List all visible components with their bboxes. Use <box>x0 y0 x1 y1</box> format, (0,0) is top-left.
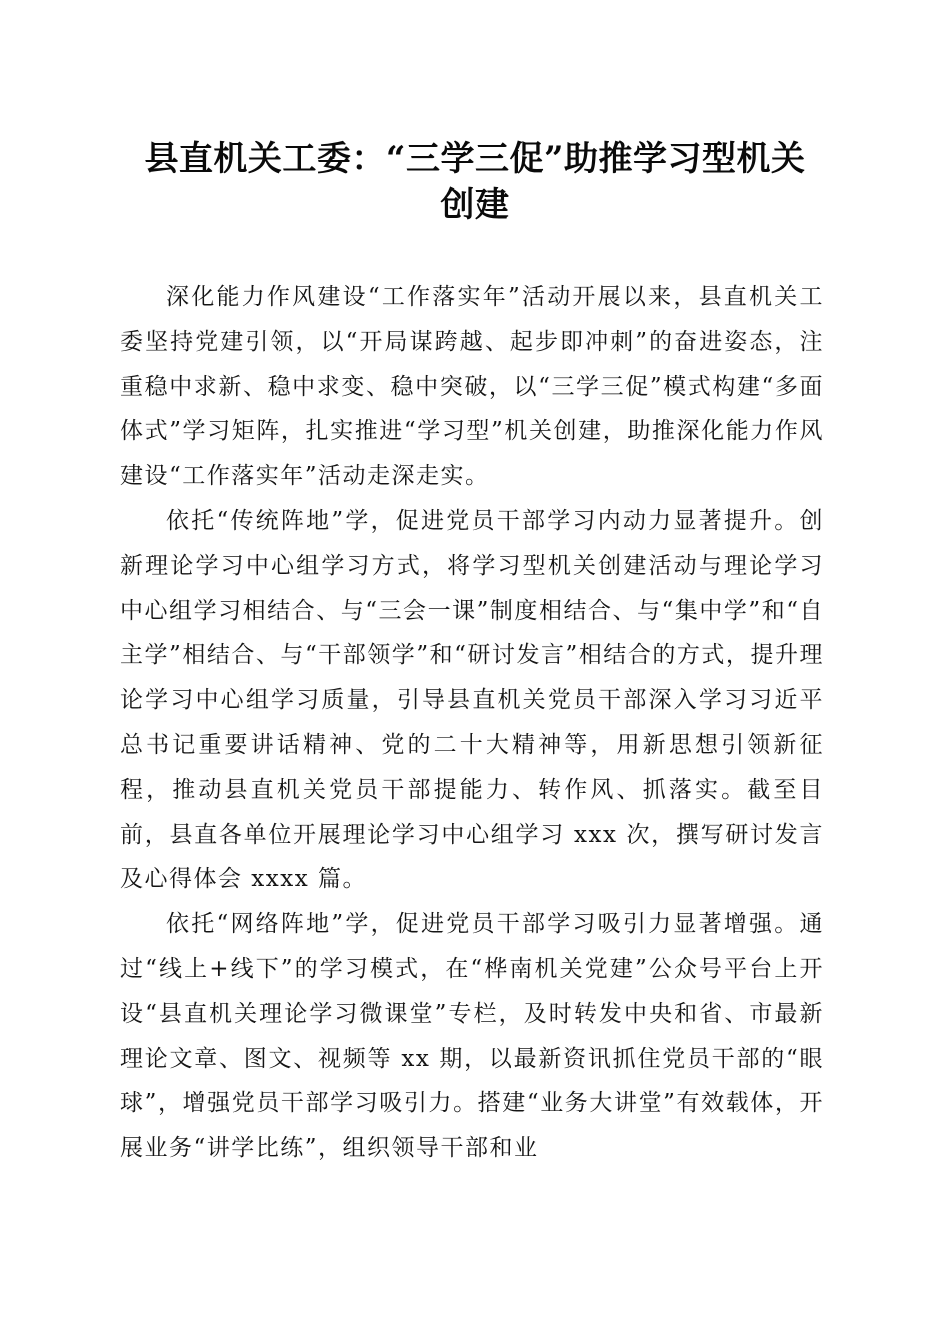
document-body <box>120 275 824 1171</box>
title-line-1: 县直机关工委：“三学三促”助推学习型机关 <box>144 139 806 179</box>
paragraph-intro: 深化能力作风建设“工作落实年”活动开展以来，县直机关工委坚持党建引领，以“开局谋跨越、起步即冲刺”的奋进姿态，注重稳中求新、稳中求变、稳中突破，以“三学三促”模式构建“多面体式”学习矩阵，扎实推进“学习型”机关创建，助推深化能力作风建设“工作落实年”活动走深走实。 <box>120 284 824 490</box>
paragraph-traditional-position: 依托“传统阵地”学，促进党员干部学习内动力显著提升。创新理论学习中心组学习方式，将学习型机关创建活动与理论学习中心组学习相结合、与“三会一课”制度相结合、与“集中学”和“自主学”相结合、与“干部领学”和“研讨发言”相结合的方式，提升理论学习中心组学习质量，引导县直机关党员干部深入学习习近平总书记重要讲话精神、党的二十大精神等，用新思想引领新征程，推动县直机关党员干部提能力、转作风、抓落实。截至目前，县直各单位开展理论学习中心组学习 xxx 次，撰写研讨发言及心得体会 xxxx 篇。 <box>120 507 824 893</box>
paragraph-network-position: 依托“网络阵地”学，促进党员干部学习吸引力显著增强。通过“线上+线下”的学习模式，在“桦南机关党建”公众号平台上开设“县直机关理论学习微课堂”专栏，及时转发中央和省、市最新理论文章、图文、视频等 xx 期，以最新资讯抓住党员干部的“眼球”，增强党员干部学习吸引力。搭建“业务大讲堂”有效载体，开展业务“讲学比练”，组织领导干部和业 <box>120 911 824 1162</box>
document-title <box>118 136 832 228</box>
title-line-2: 创建 <box>440 185 510 225</box>
